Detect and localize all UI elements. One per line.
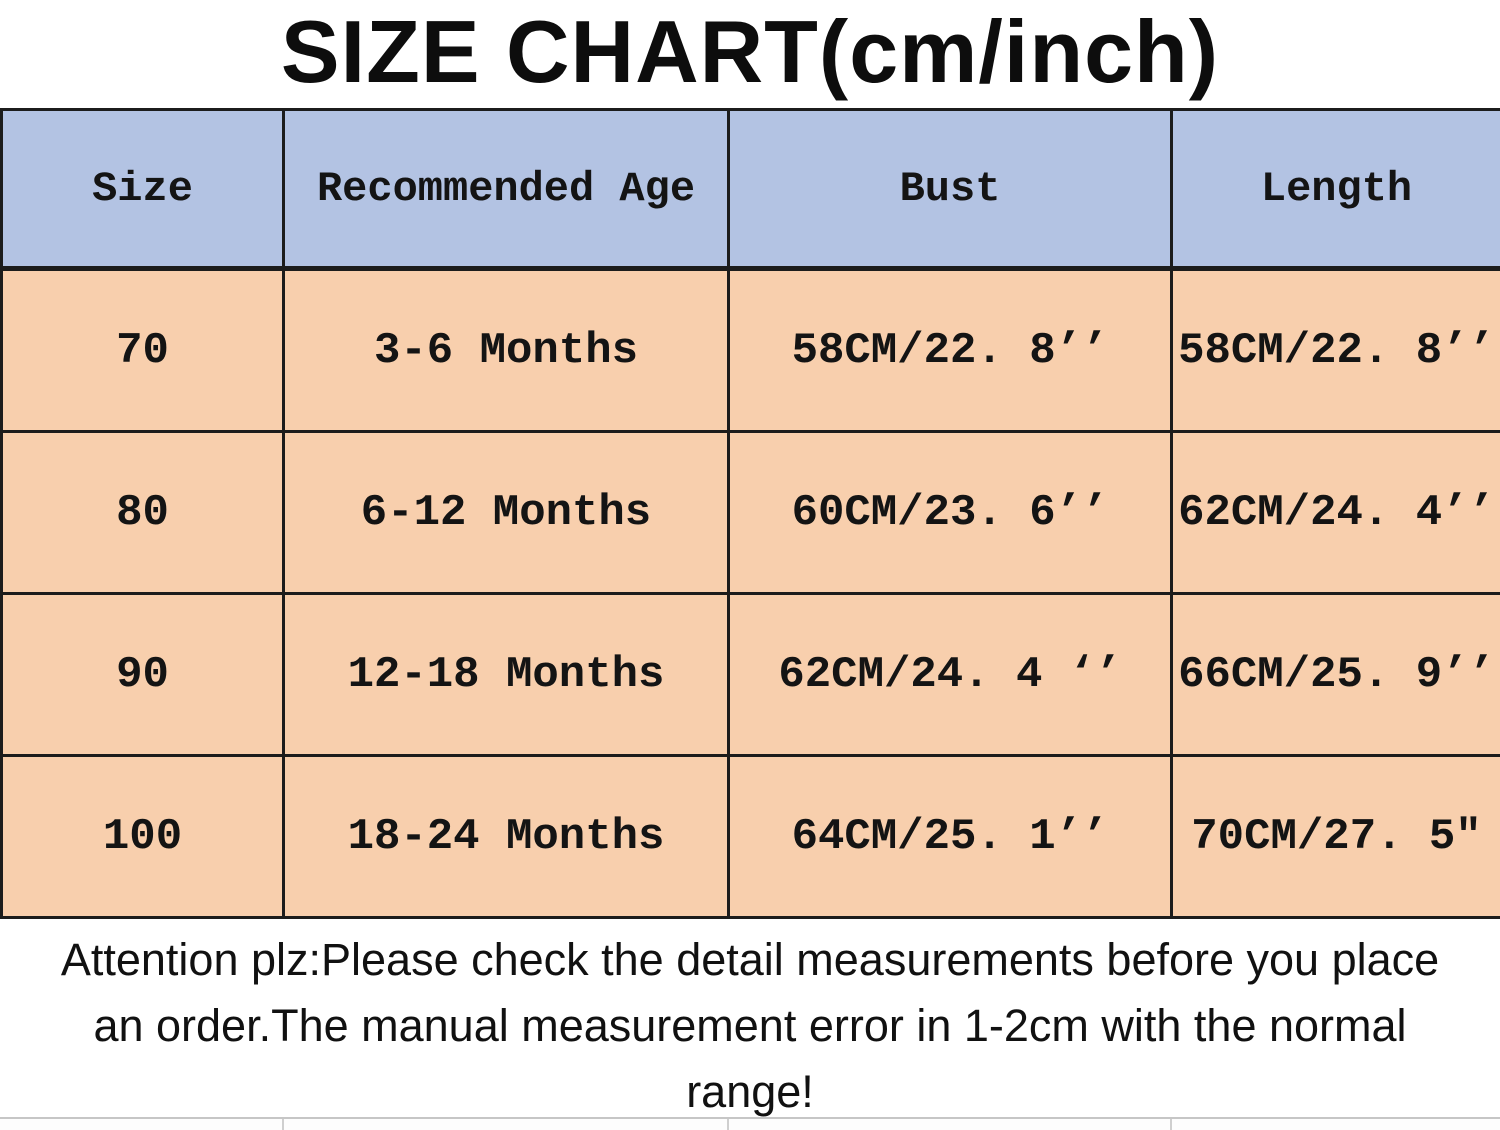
- table-row: [2, 756, 1500, 918]
- cropped-next-table-row: [0, 1117, 1500, 1130]
- header-length: Length: [1172, 110, 1500, 269]
- cell-recommended-age: 6-12 Months: [284, 432, 729, 594]
- cell-length: 66CM/25. 9’’: [1172, 594, 1500, 756]
- cell-length: 70CM/27. 5″: [1172, 756, 1500, 918]
- column-divider: [1170, 1119, 1172, 1130]
- cell-size: 90: [2, 594, 284, 756]
- cell-bust: 64CM/25. 1’’: [729, 756, 1172, 918]
- cell-bust: 60CM/23. 6’’: [729, 432, 1172, 594]
- cell-size: 80: [2, 432, 284, 594]
- table-row: [2, 269, 1500, 432]
- cell-bust: 58CM/22. 8’’: [729, 269, 1172, 432]
- attention-note-line: an order.The manual measurement error in 1-2cm with the normal: [93, 1000, 1407, 1051]
- table-row: [2, 594, 1500, 756]
- header-recommended-age: Recommended Age: [284, 110, 729, 269]
- size-chart-table: [0, 108, 1500, 919]
- cell-size: 100: [2, 756, 284, 918]
- cell-recommended-age: 18-24 Months: [284, 756, 729, 918]
- table-row: [2, 432, 1500, 594]
- cell-recommended-age: 3-6 Months: [284, 269, 729, 432]
- attention-note-line: range!: [686, 1066, 814, 1117]
- cell-length: 62CM/24. 4’’: [1172, 432, 1500, 594]
- column-divider: [727, 1119, 729, 1130]
- header-size: Size: [2, 110, 284, 269]
- attention-note-line: Attention plz:Please check the detail measurements before you place: [60, 934, 1440, 985]
- column-divider: [282, 1119, 284, 1130]
- cell-size: 70: [2, 269, 284, 432]
- table-header-row: [2, 110, 1500, 269]
- attention-note: [0, 919, 1500, 1125]
- cell-bust: 62CM/24. 4 ‘’: [729, 594, 1172, 756]
- cell-length: 58CM/22. 8’’: [1172, 269, 1500, 432]
- page-title: SIZE CHART(cm/inch): [280, 2, 1220, 101]
- header-bust: Bust: [729, 110, 1172, 269]
- cell-recommended-age: 12-18 Months: [284, 594, 729, 756]
